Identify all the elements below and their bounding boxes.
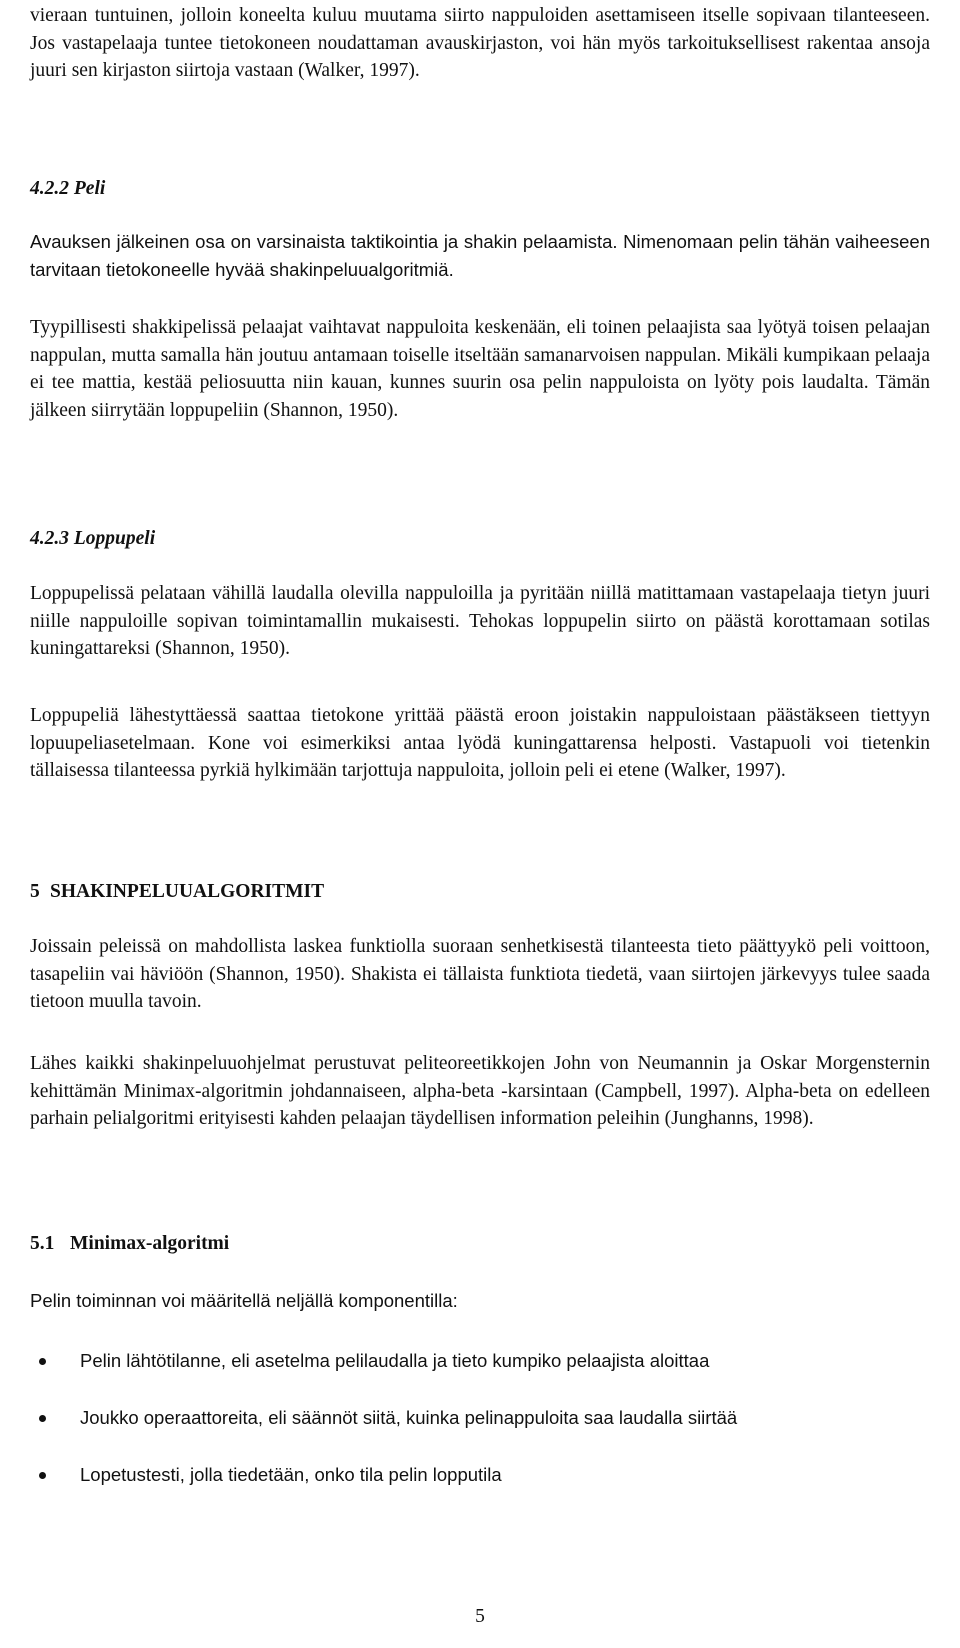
- section-heading-5-1: [30, 1230, 229, 1258]
- intro-paragraph: vieraan tuntuinen, jolloin koneelta kuluu muutama siirto nappuloiden asettamiseen itselle sopivaan tilanteeseen. Jos vastapelaaja tuntee tietokoneen noudattaman avauskirjaston, voi hän myös tarkoituksellisest rakentaa ansoja juuri sen kirjaston siirtoja vastaan (Walker, 1997).: [30, 5, 930, 82]
- section-title: Minimax-algoritmi: [70, 1233, 230, 1254]
- list-item-text: Pelin lähtötilanne, eli asetelma pelilaudalla ja tieto kumpiko pelaajista aloittaa: [80, 1350, 710, 1371]
- section-number: 5: [30, 881, 40, 902]
- component-list: [30, 1347, 930, 1489]
- section-heading-4-2-3: [30, 525, 155, 553]
- bullet-icon: [39, 1358, 46, 1365]
- paragraph: Pelin toiminnan voi määritellä neljällä komponentilla:: [30, 1290, 458, 1311]
- section-title: Loppupeli: [73, 528, 156, 549]
- paragraph: Loppupelissä pelataan vähillä laudalla olevilla nappuloilla ja pyritään niillä matittamaan vastapelaaja tietyn juuri niille nappuloille sopivan toimintamallin mukaisesti. Tehokas loppupelin siirto on päästä korottamaan sotilas kuningattareksi (Shannon, 1950).: [30, 583, 930, 660]
- bullet-icon: [39, 1415, 46, 1422]
- section-heading-4-2-2: [30, 175, 105, 203]
- chapter-heading-5: [30, 878, 324, 906]
- page-number: 5: [475, 1606, 485, 1627]
- paragraph: Avauksen jälkeinen osa on varsinaista taktikointia ja shakin pelaamista. Nimenomaan pelin tähän vaiheeseen tarvitaan tietokoneelle hyvää shakinpeluualgoritmiä.: [30, 231, 930, 280]
- list-item-text: Joukko operaattoreita, eli säännöt siitä, kuinka pelinappuloita saa laudalla siirtää: [80, 1407, 738, 1428]
- paragraph: Tyypillisesti shakkipelissä pelaajat vaihtavat nappuloita keskenään, eli toinen pelaajista saa lyötyä toisen pelaajan nappulan, mutta samalla hän joutuu antamaan toiselle itseltään samanarvoisen nappulan. Mikäli kumpikaan pelaaja ei tee mattia, kestää peliosuutta niin kauan, kunnes suurin osa pelin nappuloista on lyöty pois laudalta. Tämän jälkeen siirrytään loppupeliin (Shannon, 1950).: [30, 317, 930, 421]
- section-number: 5.1: [30, 1233, 55, 1254]
- section-title: SHAKINPELUUALGORITMIT: [50, 881, 325, 902]
- list-item: [30, 1347, 930, 1375]
- paragraph: Lähes kaikki shakinpeluuohjelmat perustuvat peliteoreetikkojen John von Neumannin ja Oskar Morgensternin kehittämän Minimax-algoritmin johdannaiseen, alpha-beta -karsintaan (Campbell, 1997). Alpha-beta on edelleen parhain pelialgoritmi erityisesti kahden pelaajan täydellisen information peleihin (Junghanns, 1998).: [30, 1053, 930, 1130]
- section-number: 4.2.2: [30, 178, 69, 199]
- section-title: Peli: [73, 178, 106, 199]
- list-item-text: Lopetustesti, jolla tiedetään, onko tila pelin lopputila: [80, 1464, 502, 1485]
- paragraph: Joissain peleissä on mahdollista laskea funktiolla suoraan senhetkisestä tilanteesta tieto päättyykö peli voittoon, tasapeliin vai häviöön (Shannon, 1950). Shakista ei tällaista funktiota tiedetä, vaan siirtojen järkevyys tulee saada tietoon muulla tavoin.: [30, 936, 930, 1013]
- list-item: [30, 1404, 930, 1432]
- paragraph: Loppupeliä lähestyttäessä saattaa tietokone yrittää päästä eroon joistakin nappuloistaan päästäkseen tiettyyn lopuupeliasetelmaan. Kone voi esimerkiksi antaa lyödä kuningattarensa helposti. Vastapuoli voi tietenkin tällaisessa tilanteessa pyrkiä hylkimään tarjottuja nappuloita, jolloin peli ei etene (Walker, 1997).: [30, 705, 930, 782]
- bullet-icon: [39, 1472, 46, 1479]
- list-item: [30, 1461, 930, 1489]
- section-number: 4.2.3: [30, 528, 69, 549]
